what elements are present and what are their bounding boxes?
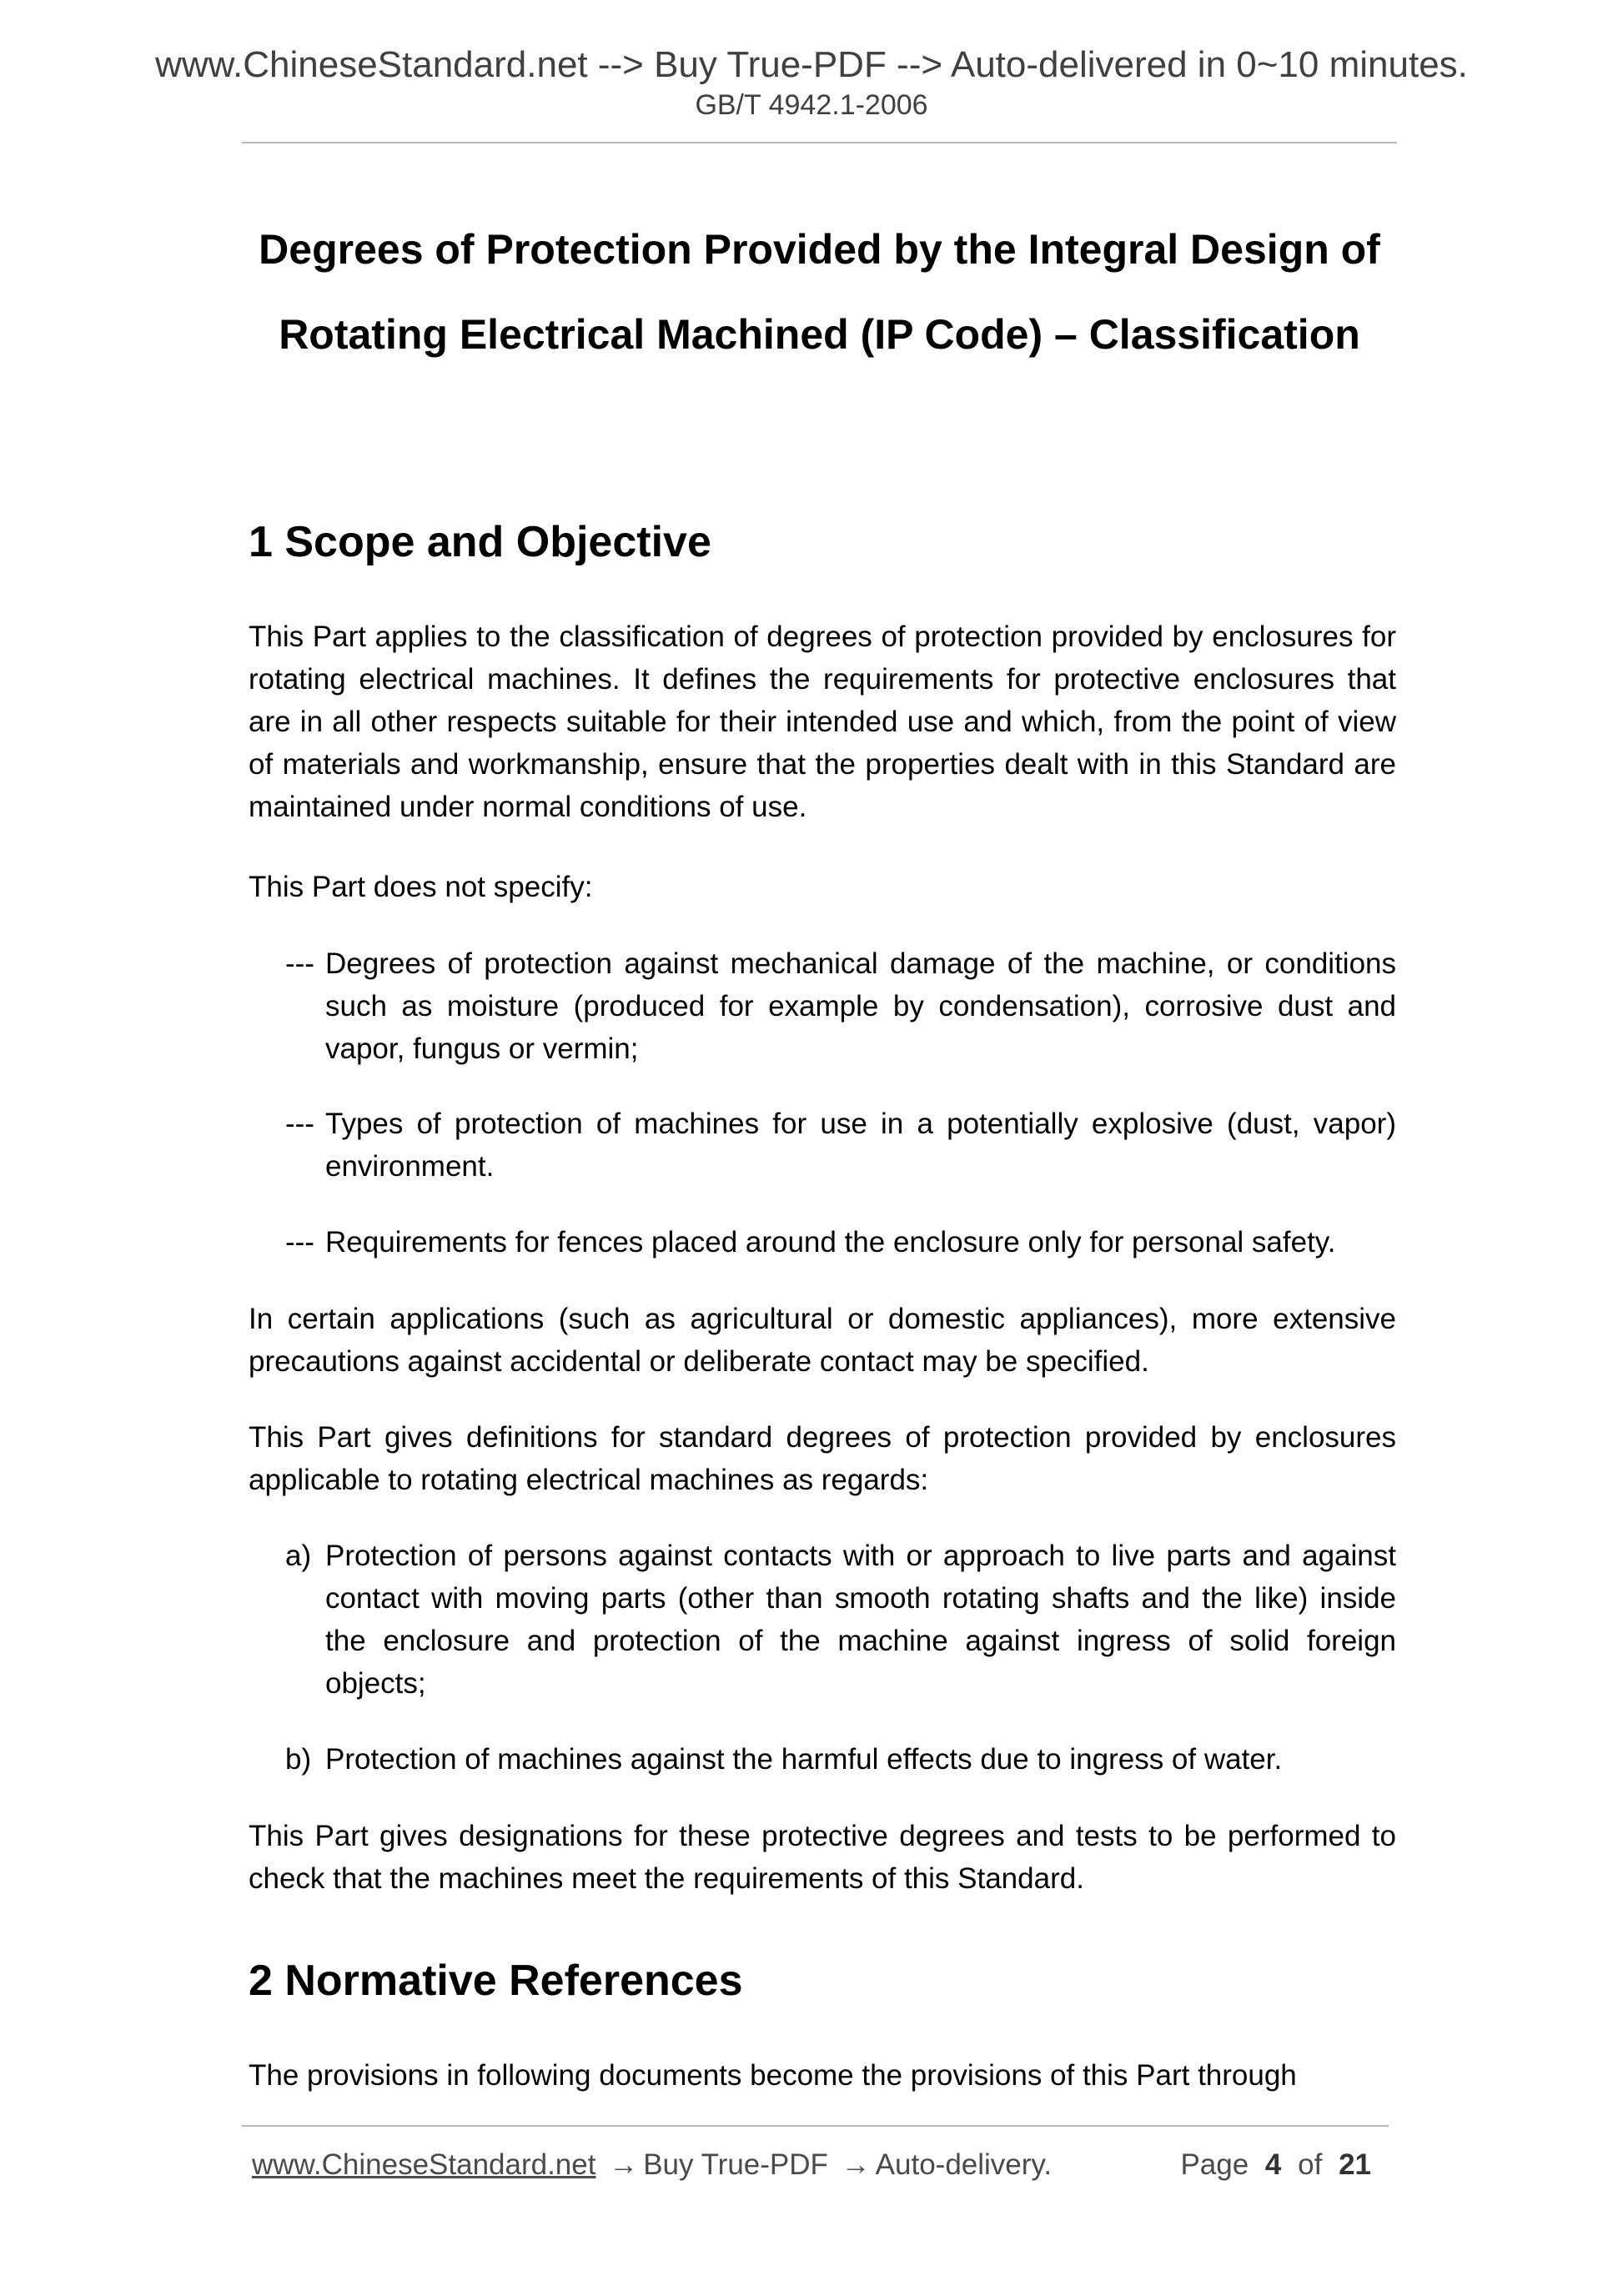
list-marker: a) (285, 1540, 312, 1572)
arrow-right-icon: → (609, 2148, 639, 2181)
list-item (285, 1738, 1396, 1781)
list-marker: --- (285, 947, 314, 980)
page-of-label: of (1298, 2148, 1323, 2181)
section-1-paragraph-2: This Part does not specify: (249, 871, 593, 903)
section-1-paragraph-3: In certain applications (such as agricultural or domestic appliances), more extensive precautions against accidental or deliberate contact may be specified. (249, 1303, 1396, 1378)
section-1-paragraph-5: This Part gives designations for these protective degrees and tests to be performed to check that the machines meet the requirements of this Standard. (249, 1820, 1396, 1895)
list-item-text: Protection of persons against contacts with or approach to live parts and against contact with moving parts (other than smooth rotating shafts and the like) inside the enclosure and protection of the machine against ingress of solid foreign objects; (325, 1540, 1396, 1700)
section-2-paragraph-1: The provisions in following documents become the provisions of this Part through (249, 2059, 1297, 2092)
list-item (285, 1535, 1396, 1705)
section-1-paragraph-4: This Part gives definitions for standard degrees of protection provided by enclosures applicable to rotating electrical machines as regards: (249, 1421, 1396, 1496)
page-label: Page (1180, 2148, 1249, 2181)
list-marker: b) (285, 1743, 312, 1776)
list-item-text: Degrees of protection against mechanical damage of the machine, or conditions such as moisture (produced for example by condensation), corrosive dust and vapor, fungus or vermin; (325, 947, 1396, 1065)
page-indicator (1180, 2145, 1379, 2185)
list-marker: --- (285, 1108, 314, 1140)
list-item (285, 1103, 1396, 1188)
footer-site-link[interactable]: www.ChineseStandard.net (252, 2148, 596, 2181)
list-item (285, 942, 1396, 1070)
list-item-text: Types of protection of machines for use in a potentially explosive (dust, vapor) environment. (325, 1108, 1396, 1183)
list-item-text: Requirements for fences placed around the enclosure only for personal safety. (325, 1226, 1336, 1259)
list-item-text: Protection of machines against the harmful effects due to ingress of water. (325, 1743, 1283, 1776)
page-current: 4 (1264, 2148, 1282, 2181)
footer-delivery-text: Auto-delivery. (875, 2148, 1053, 2181)
footer-buy-text: Buy True-PDF (643, 2148, 828, 2181)
arrow-right-icon: → (841, 2148, 871, 2181)
section-2-heading: 2 Normative References (249, 1957, 743, 2005)
top-banner: www.ChineseStandard.net --> Buy True-PDF --> Auto-delivered in 0~10 minutes. (155, 44, 1468, 85)
header-divider (242, 142, 1397, 143)
footer-divider (242, 2125, 1389, 2127)
section-1-heading: 1 Scope and Objective (249, 518, 711, 566)
title-line-2: Rotating Electrical Machined (IP Code) – Classification (279, 311, 1360, 358)
standard-code: GB/T 4942.1-2006 (695, 89, 928, 121)
list-marker: --- (285, 1226, 314, 1259)
page-total: 21 (1339, 2148, 1371, 2181)
document-title (242, 207, 1397, 377)
list-item (285, 1221, 1396, 1264)
title-line-1: Degrees of Protection Provided by the Integral Design of (259, 226, 1380, 273)
section-1-paragraph-1: This Part applies to the classification of degrees of protection provided by enclosures for rotating electrical machines. It defines the requirements for protective enclosures that are in all other respects suitable for their intended use and which, from the point of view of materials and workmanship, ensure that the properties dealt with in this Standard are maintained under normal conditions of use. (249, 620, 1396, 823)
footer (252, 2145, 1052, 2185)
